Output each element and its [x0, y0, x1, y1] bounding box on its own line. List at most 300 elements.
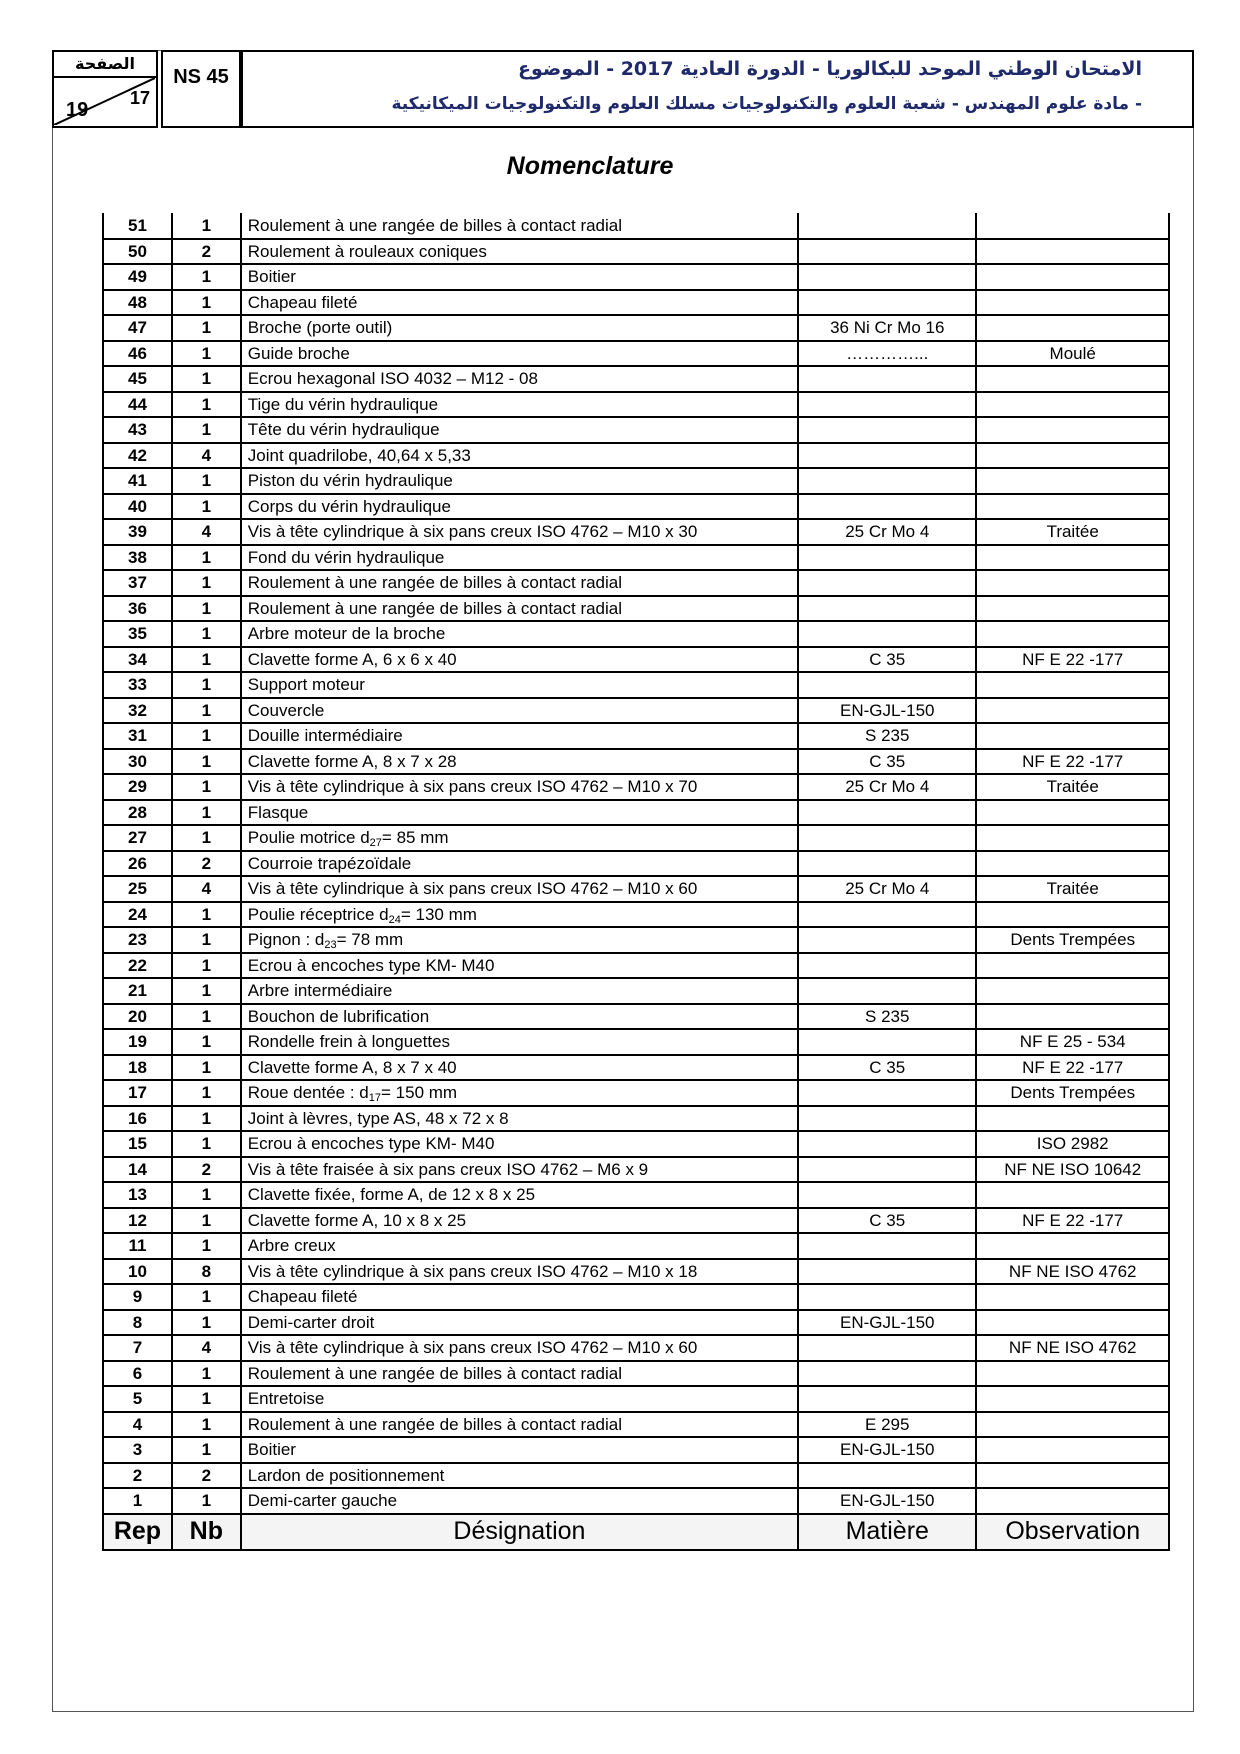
cell-matiere: [798, 1233, 976, 1259]
designation-text-after: = 85 mm: [381, 828, 449, 848]
cell-rep: 34: [103, 647, 172, 673]
cell-matiere: EN-GJL-150: [798, 1310, 976, 1336]
table-row: [103, 239, 1169, 265]
cell-matiere: [798, 953, 976, 979]
cell-observation: [976, 315, 1169, 341]
cell-designation: Entretoise: [241, 1386, 798, 1412]
cell-nb: 1: [172, 749, 241, 775]
cell-observation: [976, 698, 1169, 724]
cell-matiere: EN-GJL-150: [798, 1488, 976, 1514]
cell-observation: Traitée: [976, 876, 1169, 902]
cell-designation: [241, 1080, 798, 1106]
cell-matiere: [798, 1386, 976, 1412]
cell-rep: 24: [103, 902, 172, 928]
cell-rep: 16: [103, 1106, 172, 1132]
table-row: [103, 1157, 1169, 1183]
cell-nb: 1: [172, 315, 241, 341]
cell-nb: 1: [172, 1182, 241, 1208]
table-row: [103, 1361, 1169, 1387]
cell-rep: 29: [103, 774, 172, 800]
cell-nb: 1: [172, 1361, 241, 1387]
cell-observation: [976, 596, 1169, 622]
designation-text-after: = 150 mm: [381, 1083, 458, 1103]
table-row: [103, 953, 1169, 979]
cell-observation: [976, 851, 1169, 877]
cell-designation: Joint quadrilobe, 40,64 x 5,33: [241, 443, 798, 469]
cell-matiere: 25 Cr Mo 4: [798, 876, 976, 902]
cell-observation: Traitée: [976, 519, 1169, 545]
cell-observation: [976, 239, 1169, 265]
cell-designation: Guide broche: [241, 341, 798, 367]
cell-nb: 1: [172, 264, 241, 290]
cell-nb: 1: [172, 341, 241, 367]
cell-nb: 2: [172, 851, 241, 877]
cell-nb: 1: [172, 545, 241, 571]
cell-observation: NF NE ISO 10642: [976, 1157, 1169, 1183]
cell-matiere: C 35: [798, 749, 976, 775]
cell-nb: 4: [172, 876, 241, 902]
cell-nb: 2: [172, 239, 241, 265]
cell-observation: [976, 1004, 1169, 1030]
cell-nb: 1: [172, 723, 241, 749]
cell-rep: 11: [103, 1233, 172, 1259]
cell-nb: 1: [172, 1437, 241, 1463]
col-header-rep: Rep: [103, 1514, 172, 1550]
table-row: [103, 366, 1169, 392]
cell-rep: 14: [103, 1157, 172, 1183]
exam-code-box: [161, 50, 241, 128]
table-row: [103, 443, 1169, 469]
cell-matiere: [798, 1463, 976, 1489]
cell-matiere: [798, 1131, 976, 1157]
designation-subscript: 27: [369, 837, 382, 850]
cell-observation: NF NE ISO 4762: [976, 1335, 1169, 1361]
cell-nb: 1: [172, 570, 241, 596]
cell-nb: 1: [172, 1233, 241, 1259]
cell-nb: 1: [172, 392, 241, 418]
table-row: [103, 774, 1169, 800]
table-row: [103, 825, 1169, 851]
page-label: الصفحة: [74, 54, 135, 73]
cell-designation: Arbre creux: [241, 1233, 798, 1259]
cell-designation: Douille intermédiaire: [241, 723, 798, 749]
col-header-designation: Désignation: [241, 1514, 798, 1550]
cell-observation: [976, 1386, 1169, 1412]
cell-rep: 9: [103, 1284, 172, 1310]
designation-subscript: 24: [388, 913, 401, 926]
cell-observation: NF E 22 -177: [976, 647, 1169, 673]
cell-rep: 38: [103, 545, 172, 571]
cell-designation: Support moteur: [241, 672, 798, 698]
exam-title-line2: - مادة علوم المهندس - شعبة العلوم والتكنولوجيات مسلك العلوم والتكنولوجيات الميكانيكية: [391, 94, 1142, 114]
cell-nb: 1: [172, 494, 241, 520]
cell-observation: [976, 545, 1169, 571]
cell-nb: 1: [172, 800, 241, 826]
cell-matiere: 25 Cr Mo 4: [798, 774, 976, 800]
cell-matiere: [798, 443, 976, 469]
cell-rep: 25: [103, 876, 172, 902]
cell-nb: 1: [172, 825, 241, 851]
exam-code: NS 45: [173, 66, 229, 88]
table-row: [103, 1437, 1169, 1463]
page-title: Nomenclature: [506, 152, 674, 180]
cell-nb: 1: [172, 698, 241, 724]
cell-observation: [976, 1412, 1169, 1438]
table-row: [103, 927, 1169, 953]
cell-rep: 37: [103, 570, 172, 596]
cell-matiere: 25 Cr Mo 4: [798, 519, 976, 545]
table-row: [103, 1386, 1169, 1412]
cell-matiere: [798, 851, 976, 877]
cell-observation: Dents Trempées: [976, 1080, 1169, 1106]
cell-rep: 17: [103, 1080, 172, 1106]
cell-designation: [241, 927, 798, 953]
table-row: [103, 1080, 1169, 1106]
exam-title-line1: الامتحان الوطني الموحد للبكالوريا - الدورة العادية 2017 - الموضوع: [518, 58, 1142, 80]
cell-designation: Arbre intermédiaire: [241, 978, 798, 1004]
cell-matiere: [798, 1284, 976, 1310]
cell-designation: Vis à tête cylindrique à six pans creux ISO 4762 – M10 x 60: [241, 876, 798, 902]
cell-observation: [976, 1310, 1169, 1336]
cell-observation: Dents Trempées: [976, 927, 1169, 953]
cell-nb: 1: [172, 1208, 241, 1234]
cell-matiere: E 295: [798, 1412, 976, 1438]
cell-observation: Moulé: [976, 341, 1169, 367]
table-row: [103, 1131, 1169, 1157]
cell-rep: 32: [103, 698, 172, 724]
cell-observation: [976, 366, 1169, 392]
table-row: [103, 1412, 1169, 1438]
cell-designation: Demi-carter droit: [241, 1310, 798, 1336]
cell-nb: 1: [172, 672, 241, 698]
cell-designation: Ecrou à encoches type KM- M40: [241, 1131, 798, 1157]
col-header-matiere: Matière: [798, 1514, 976, 1550]
cell-matiere: [798, 290, 976, 316]
cell-observation: [976, 978, 1169, 1004]
cell-matiere: …………...: [798, 341, 976, 367]
table-row: [103, 1208, 1169, 1234]
cell-observation: [976, 213, 1169, 239]
cell-observation: [976, 1361, 1169, 1387]
cell-matiere: [798, 1157, 976, 1183]
cell-observation: [976, 1182, 1169, 1208]
cell-rep: 44: [103, 392, 172, 418]
cell-observation: [976, 1233, 1169, 1259]
cell-designation: Boitier: [241, 264, 798, 290]
cell-matiere: EN-GJL-150: [798, 1437, 976, 1463]
cell-rep: 15: [103, 1131, 172, 1157]
nomenclature-body: [103, 213, 1169, 1514]
cell-observation: Traitée: [976, 774, 1169, 800]
cell-rep: 31: [103, 723, 172, 749]
table-row: [103, 341, 1169, 367]
table-row: [103, 1284, 1169, 1310]
table-row: [103, 978, 1169, 1004]
cell-designation: Roulement à une rangée de billes à contact radial: [241, 213, 798, 239]
cell-rep: 35: [103, 621, 172, 647]
cell-matiere: [798, 596, 976, 622]
table-row: [103, 1335, 1169, 1361]
cell-rep: 43: [103, 417, 172, 443]
table-row: [103, 468, 1169, 494]
cell-nb: 1: [172, 1055, 241, 1081]
cell-matiere: C 35: [798, 647, 976, 673]
cell-designation: Tige du vérin hydraulique: [241, 392, 798, 418]
cell-nb: 1: [172, 1310, 241, 1336]
cell-observation: [976, 825, 1169, 851]
cell-observation: [976, 570, 1169, 596]
cell-matiere: [798, 1335, 976, 1361]
table-row: [103, 1310, 1169, 1336]
table-row: [103, 749, 1169, 775]
cell-nb: 1: [172, 290, 241, 316]
cell-nb: 1: [172, 902, 241, 928]
cell-rep: 13: [103, 1182, 172, 1208]
designation-subscript: 17: [368, 1092, 382, 1105]
table-row: [103, 1029, 1169, 1055]
cell-nb: 1: [172, 1080, 241, 1106]
cell-rep: 20: [103, 1004, 172, 1030]
table-row: [103, 876, 1169, 902]
cell-observation: [976, 494, 1169, 520]
cell-rep: 39: [103, 519, 172, 545]
cell-nb: 1: [172, 1004, 241, 1030]
cell-designation: [241, 902, 798, 928]
table-row: [103, 213, 1169, 239]
cell-rep: 8: [103, 1310, 172, 1336]
cell-nb: 1: [172, 1386, 241, 1412]
cell-designation: Piston du vérin hydraulique: [241, 468, 798, 494]
cell-observation: [976, 800, 1169, 826]
cell-designation: Clavette forme A, 8 x 7 x 40: [241, 1055, 798, 1081]
cell-designation: Flasque: [241, 800, 798, 826]
cell-designation: Ecrou à encoches type KM- M40: [241, 953, 798, 979]
table-row: [103, 596, 1169, 622]
exam-title-box: [241, 50, 1194, 128]
cell-designation: [241, 825, 798, 851]
cell-designation: Clavette forme A, 6 x 6 x 40: [241, 647, 798, 673]
cell-observation: NF E 22 -177: [976, 1055, 1169, 1081]
cell-designation: Joint à lèvres, type AS, 48 x 72 x 8: [241, 1106, 798, 1132]
cell-designation: Broche (porte outil): [241, 315, 798, 341]
table-row: [103, 1182, 1169, 1208]
cell-designation: Bouchon de lubrification: [241, 1004, 798, 1030]
cell-observation: [976, 1284, 1169, 1310]
cell-observation: [976, 902, 1169, 928]
cell-rep: 18: [103, 1055, 172, 1081]
cell-observation: [976, 723, 1169, 749]
cell-rep: 7: [103, 1335, 172, 1361]
cell-designation: Arbre moteur de la broche: [241, 621, 798, 647]
designation-text: Poulie réceptrice d: [247, 904, 389, 924]
cell-rep: 30: [103, 749, 172, 775]
cell-rep: 51: [103, 213, 172, 239]
cell-matiere: [798, 494, 976, 520]
cell-matiere: [798, 1182, 976, 1208]
cell-rep: 2: [103, 1463, 172, 1489]
cell-nb: 1: [172, 647, 241, 673]
cell-matiere: C 35: [798, 1208, 976, 1234]
table-row: [103, 800, 1169, 826]
cell-rep: 47: [103, 315, 172, 341]
cell-designation: Roulement à une rangée de billes à contact radial: [241, 1412, 798, 1438]
cell-designation: Fond du vérin hydraulique: [241, 545, 798, 571]
cell-matiere: C 35: [798, 1055, 976, 1081]
cell-nb: 1: [172, 1284, 241, 1310]
cell-rep: 36: [103, 596, 172, 622]
cell-matiere: 36 Ni Cr Mo 16: [798, 315, 976, 341]
cell-rep: 41: [103, 468, 172, 494]
table-row: [103, 1259, 1169, 1285]
table-row: [103, 621, 1169, 647]
cell-matiere: [798, 672, 976, 698]
cell-matiere: [798, 1361, 976, 1387]
cell-matiere: S 235: [798, 1004, 976, 1030]
cell-rep: 4: [103, 1412, 172, 1438]
cell-nb: 1: [172, 774, 241, 800]
cell-matiere: [798, 1106, 976, 1132]
table-row: [103, 290, 1169, 316]
cell-rep: 23: [103, 927, 172, 953]
cell-matiere: [798, 978, 976, 1004]
cell-observation: [976, 443, 1169, 469]
cell-designation: Roulement à rouleaux coniques: [241, 239, 798, 265]
table-row: [103, 315, 1169, 341]
cell-matiere: S 235: [798, 723, 976, 749]
cell-rep: 40: [103, 494, 172, 520]
cell-designation: Tête du vérin hydraulique: [241, 417, 798, 443]
cell-designation: Roulement à une rangée de billes à contact radial: [241, 570, 798, 596]
cell-nb: 4: [172, 1335, 241, 1361]
cell-designation: Vis à tête fraisée à six pans creux ISO 4762 – M6 x 9: [241, 1157, 798, 1183]
table-row: [103, 1106, 1169, 1132]
cell-rep: 19: [103, 1029, 172, 1055]
cell-designation: Chapeau fileté: [241, 1284, 798, 1310]
table-row: [103, 1488, 1169, 1514]
cell-designation: Demi-carter gauche: [241, 1488, 798, 1514]
table-row: [103, 698, 1169, 724]
cell-rep: 46: [103, 341, 172, 367]
cell-nb: 4: [172, 443, 241, 469]
table-row: [103, 519, 1169, 545]
cell-nb: 1: [172, 417, 241, 443]
cell-matiere: [798, 239, 976, 265]
cell-matiere: [798, 1029, 976, 1055]
cell-rep: 1: [103, 1488, 172, 1514]
cell-rep: 27: [103, 825, 172, 851]
header-row: [103, 1514, 1169, 1550]
cell-nb: 1: [172, 596, 241, 622]
cell-nb: 2: [172, 1157, 241, 1183]
cell-observation: NF E 22 -177: [976, 1208, 1169, 1234]
cell-matiere: [798, 545, 976, 571]
cell-nb: 1: [172, 366, 241, 392]
cell-observation: [976, 290, 1169, 316]
table-row: [103, 545, 1169, 571]
cell-nb: 1: [172, 1488, 241, 1514]
cell-designation: Roulement à une rangée de billes à contact radial: [241, 1361, 798, 1387]
cell-rep: 12: [103, 1208, 172, 1234]
cell-matiere: [798, 621, 976, 647]
cell-designation: Clavette forme A, 10 x 8 x 25: [241, 1208, 798, 1234]
cell-nb: 1: [172, 468, 241, 494]
cell-matiere: [798, 417, 976, 443]
cell-matiere: [798, 213, 976, 239]
cell-designation: Roulement à une rangée de billes à contact radial: [241, 596, 798, 622]
cell-nb: 1: [172, 953, 241, 979]
cell-designation: Boitier: [241, 1437, 798, 1463]
table-row: [103, 1463, 1169, 1489]
cell-nb: 1: [172, 1106, 241, 1132]
cell-matiere: EN-GJL-150: [798, 698, 976, 724]
cell-matiere: [798, 825, 976, 851]
page-number-box: [52, 50, 158, 128]
table-row: [103, 1004, 1169, 1030]
table-row: [103, 672, 1169, 698]
cell-observation: [976, 1463, 1169, 1489]
cell-rep: 33: [103, 672, 172, 698]
cell-designation: Corps du vérin hydraulique: [241, 494, 798, 520]
designation-text-after: = 78 mm: [336, 930, 404, 950]
cell-observation: NF E 22 -177: [976, 749, 1169, 775]
cell-nb: 1: [172, 927, 241, 953]
cell-nb: 8: [172, 1259, 241, 1285]
cell-nb: 1: [172, 1131, 241, 1157]
table-row: [103, 902, 1169, 928]
cell-observation: [976, 417, 1169, 443]
cell-observation: [976, 468, 1169, 494]
cell-rep: 50: [103, 239, 172, 265]
cell-rep: 22: [103, 953, 172, 979]
designation-text: Pignon : d: [247, 930, 325, 950]
cell-designation: Vis à tête cylindrique à six pans creux ISO 4762 – M10 x 18: [241, 1259, 798, 1285]
cell-matiere: [798, 1080, 976, 1106]
nomenclature-table: [102, 213, 1170, 1551]
cell-designation: Courroie trapézoïdale: [241, 851, 798, 877]
page-total: 19: [66, 99, 89, 121]
cell-rep: 28: [103, 800, 172, 826]
table-row: [103, 570, 1169, 596]
cell-matiere: [798, 902, 976, 928]
cell-designation: Vis à tête cylindrique à six pans creux ISO 4762 – M10 x 60: [241, 1335, 798, 1361]
table-row: [103, 723, 1169, 749]
col-header-observation: Observation: [976, 1514, 1169, 1550]
cell-designation: Rondelle frein à longuettes: [241, 1029, 798, 1055]
table-row: [103, 392, 1169, 418]
col-header-nb: Nb: [172, 1514, 241, 1550]
cell-rep: 6: [103, 1361, 172, 1387]
cell-matiere: [798, 927, 976, 953]
cell-nb: 1: [172, 621, 241, 647]
cell-rep: 5: [103, 1386, 172, 1412]
cell-rep: 10: [103, 1259, 172, 1285]
cell-observation: NF NE ISO 4762: [976, 1259, 1169, 1285]
cell-observation: NF E 25 - 534: [976, 1029, 1169, 1055]
cell-observation: [976, 953, 1169, 979]
cell-matiere: [798, 468, 976, 494]
table-row: [103, 851, 1169, 877]
designation-text: Roue dentée : d: [247, 1083, 369, 1103]
cell-observation: [976, 621, 1169, 647]
cell-nb: 4: [172, 519, 241, 545]
table-row: [103, 417, 1169, 443]
cell-designation: Couvercle: [241, 698, 798, 724]
cell-designation: Vis à tête cylindrique à six pans creux ISO 4762 – M10 x 30: [241, 519, 798, 545]
cell-observation: [976, 264, 1169, 290]
cell-observation: [976, 1106, 1169, 1132]
cell-nb: 1: [172, 213, 241, 239]
cell-rep: 42: [103, 443, 172, 469]
